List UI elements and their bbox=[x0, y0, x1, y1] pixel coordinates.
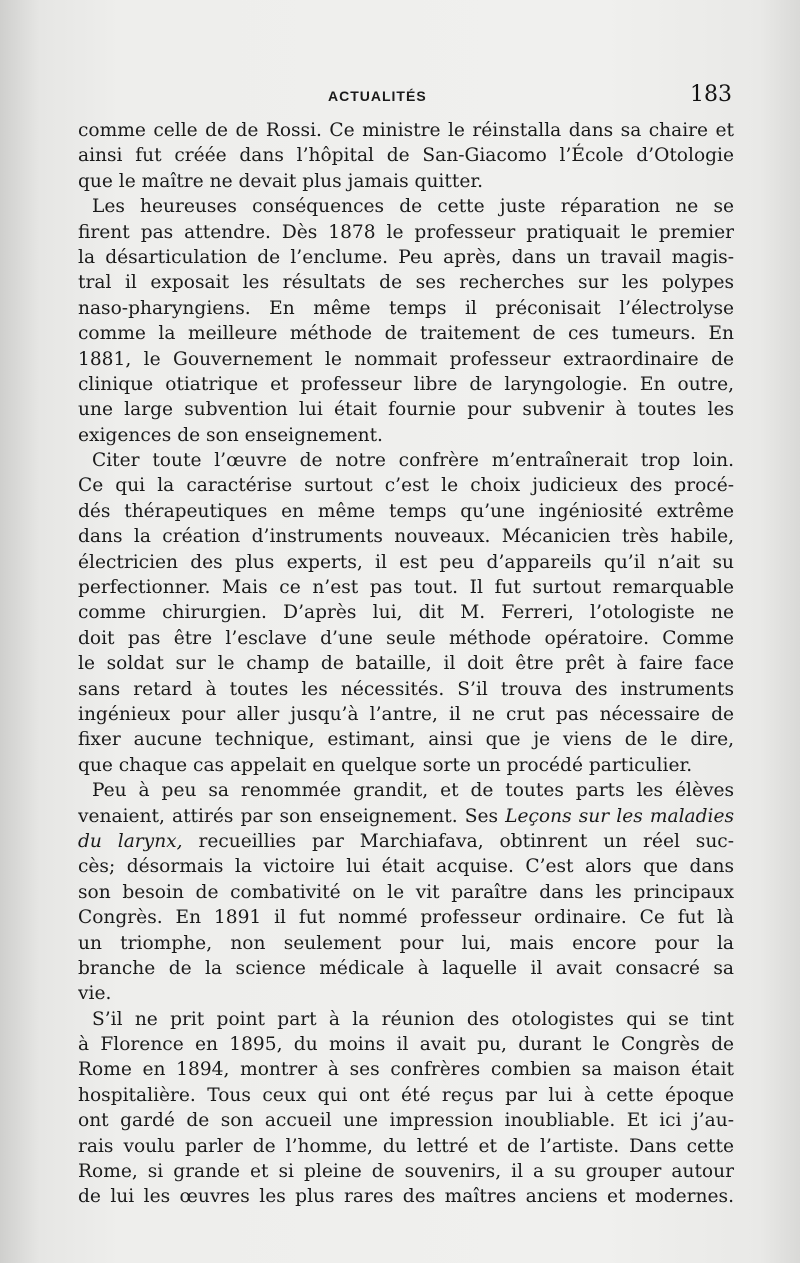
text-line: S’il ne prit point part à la réunion des otologistes qui se tint bbox=[92, 1008, 734, 1030]
book-title-italic: Leçons sur les maladies bbox=[505, 805, 734, 827]
text-line: de lui les œuvres les plus rares des maîtres anciens et modernes. bbox=[78, 1186, 734, 1208]
text-line: naso-pharyngiens. En même temps il préconisait l’électrolyse bbox=[78, 297, 734, 319]
text-line: ingénieux pour aller jusqu’à l’antre, il ne crut pas nécessaire de bbox=[78, 703, 734, 725]
paragraph bbox=[78, 1007, 734, 1210]
text-line: Citer toute l’œuvre de notre confrère m’entraînerait trop loin. bbox=[92, 450, 734, 472]
text-line: dans la création d’instruments nouveaux. Mécanicien très habile, bbox=[78, 526, 734, 548]
text-line: clinique otiatrique et professeur libre de laryngologie. En outre, bbox=[78, 373, 734, 395]
text-line: un triomphe, non seulement pour lui, mais encore pour la bbox=[78, 932, 734, 954]
text-line: ainsi fut créée dans l’hôpital de San-Giacomo l’École d’Otologie bbox=[78, 145, 734, 167]
paragraph bbox=[78, 194, 734, 448]
text-line: Rome en 1894, montrer à ses confrères combien sa maison était bbox=[78, 1059, 734, 1081]
text-line: exigences de son enseignement. bbox=[78, 424, 383, 446]
text-run: recueillies par Marchiafava, obtinrent un réel suc- bbox=[182, 830, 734, 852]
text-line: rais voulu parler de l’homme, du lettré et de l’artiste. Dans cette bbox=[78, 1135, 734, 1157]
text-line: Congrès. En 1891 il fut nommé professeur ordinaire. Ce fut là bbox=[78, 907, 734, 929]
text-line: à Florence en 1895, du moins il avait pu, durant le Congrès de bbox=[78, 1034, 734, 1056]
text-line: tral il exposait les résultats de ses recherches sur les polypes bbox=[78, 272, 734, 294]
text-line: une large subvention lui était fournie pour subvenir à toutes les bbox=[78, 399, 734, 421]
text-line: perfectionner. Mais ce n’est pas tout. Il fut surtout remarquable bbox=[78, 577, 734, 599]
text-line: branche de la science médicale à laquelle il avait consacré sa bbox=[78, 957, 734, 979]
running-head bbox=[78, 84, 732, 112]
text-line: comme chirurgien. D’après lui, dit M. Ferreri, l’otologiste ne bbox=[78, 602, 734, 624]
paragraph bbox=[78, 118, 734, 194]
book-title-italic: du larynx, bbox=[78, 830, 183, 852]
text-line: Rome, si grande et si pleine de souvenirs, il a su grouper autour bbox=[78, 1161, 734, 1183]
paragraph bbox=[78, 448, 734, 778]
text-line-mixed bbox=[78, 804, 734, 829]
text-line: dés thérapeutiques en même temps qu’une ingéniosité extrême bbox=[78, 500, 734, 522]
text-line: le soldat sur le champ de bataille, il doit être prêt à faire face bbox=[78, 653, 734, 675]
text-line: la désarticulation de l’enclume. Peu après, dans un travail magis- bbox=[78, 246, 734, 268]
page-number: 183 bbox=[690, 82, 732, 107]
text-line: que le maître ne devait plus jamais quitter. bbox=[78, 170, 484, 192]
text-line: firent pas attendre. Dès 1878 le professeur pratiquait le premier bbox=[78, 221, 734, 243]
text-line-mixed bbox=[78, 829, 734, 854]
body-text bbox=[78, 118, 734, 1210]
text-line: sans retard à toutes les nécessités. S’il trouva des instruments bbox=[78, 678, 734, 700]
text-line: fixer aucune technique, estimant, ainsi que je viens de le dire, bbox=[78, 729, 734, 751]
paragraph bbox=[78, 778, 734, 1007]
text-run: venaient, attirés par son enseignement. Ses bbox=[78, 805, 506, 827]
text-line: que chaque cas appelait en quelque sorte un procédé particulier. bbox=[78, 754, 693, 776]
text-line: comme la meilleure méthode de traitement de ces tumeurs. En bbox=[78, 323, 734, 345]
running-title: ACTUALITÉS bbox=[328, 88, 427, 104]
text-line: hospitalière. Tous ceux qui ont été reçus par lui à cette époque bbox=[78, 1084, 734, 1106]
text-line: Les heureuses conséquences de cette juste réparation ne se bbox=[92, 196, 734, 218]
text-line: son besoin de combativité on le vit paraître dans les principaux bbox=[78, 881, 734, 903]
text-line: vie. bbox=[78, 983, 112, 1005]
text-line: ont gardé de son accueil une impression inoubliable. Et ici j’au- bbox=[78, 1110, 734, 1132]
text-line: doit pas être l’esclave d’une seule méthode opératoire. Comme bbox=[78, 627, 734, 649]
text-line: comme celle de de Rossi. Ce ministre le réinstalla dans sa chaire et bbox=[78, 120, 734, 141]
text-line: électricien des plus experts, il est peu d’appareils qu’il n’ait su bbox=[78, 551, 734, 573]
text-line: Peu à peu sa renommée grandit, et de toutes parts les élèves bbox=[92, 780, 734, 802]
text-line: cès; désormais la victoire lui était acquise. C’est alors que dans bbox=[78, 856, 734, 878]
text-line: 1881, le Gouvernement le nommait professeur extraordinaire de bbox=[78, 348, 734, 370]
text-line: Ce qui la caractérise surtout c’est le choix judicieux des procé- bbox=[78, 475, 734, 497]
